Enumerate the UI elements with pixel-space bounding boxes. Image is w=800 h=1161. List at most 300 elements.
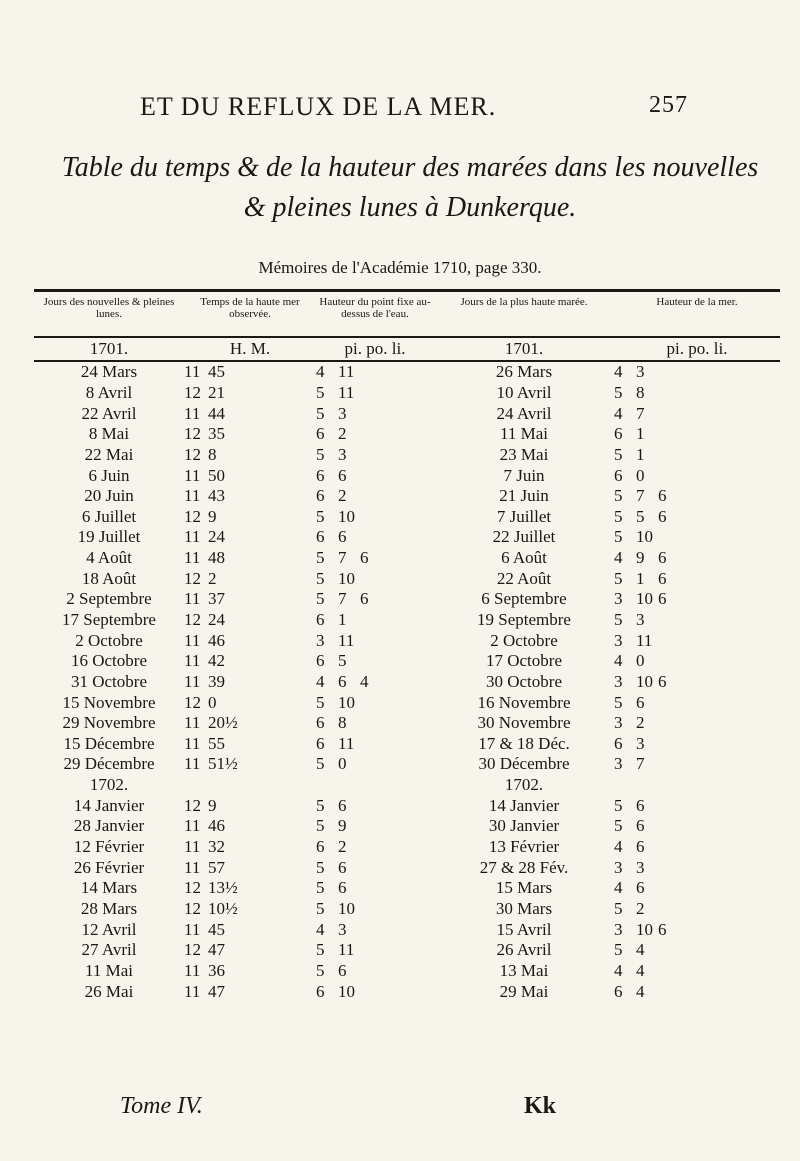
table-row: [34, 734, 780, 755]
lune-date-cell: 15 Décembre: [63, 733, 155, 753]
col-header-point-fixe: Hauteur du point fixe au-dessus de l'eau.: [319, 296, 431, 320]
minutes-value: 36: [208, 960, 225, 980]
hours-value: 11: [184, 960, 201, 980]
col-header-temps: Temps de la haute mer observée.: [200, 296, 300, 320]
lignes-value: 6: [658, 671, 667, 691]
minutes-value: 47: [208, 981, 225, 1001]
table-row: [34, 589, 780, 610]
hauteur-mer-cell: [614, 506, 780, 527]
maree-date-cell: 26 Avril: [496, 940, 552, 960]
temps-cell: [184, 919, 316, 940]
pieds-value: 5: [316, 568, 325, 588]
hauteur-mer-cell: [614, 816, 780, 837]
table-row: [34, 672, 780, 693]
signature-mark: Kk: [524, 1093, 557, 1119]
pouces-value: 1: [636, 444, 645, 464]
lune-date-cell: 19 Juillet: [77, 527, 141, 547]
pieds-value: 5: [614, 568, 623, 588]
point-fixe-cell: [316, 610, 434, 631]
pouces-value: 2: [636, 713, 645, 733]
pouces-value: 3: [636, 362, 645, 382]
table-row: [34, 383, 780, 404]
pieds-value: 3: [614, 589, 623, 609]
pouces-value: 8: [338, 713, 347, 733]
table-row: [34, 527, 780, 548]
column-subheaders: [34, 337, 780, 361]
tome-label: Tome IV.: [120, 1093, 203, 1119]
minutes-value: 44: [208, 403, 225, 423]
maree-date-cell: 29 Mai: [499, 981, 549, 1001]
lignes-value: 6: [658, 548, 667, 568]
pieds-value: 5: [614, 898, 623, 918]
minutes-value: 46: [208, 816, 225, 836]
pouces-value: 6: [338, 527, 347, 547]
pouces-value: 6: [338, 960, 347, 980]
tide-table: [34, 296, 780, 1002]
temps-cell: [184, 734, 316, 755]
temps-cell: [184, 961, 316, 982]
hauteur-mer-cell: [614, 981, 780, 1002]
pouces-value: 4: [636, 940, 645, 960]
pieds-value: 5: [316, 795, 325, 815]
hauteur-mer-cell: [614, 403, 780, 424]
point-fixe-cell: [316, 940, 434, 961]
pieds-value: 5: [316, 878, 325, 898]
hours-value: 11: [184, 713, 201, 733]
pieds-value: 3: [614, 671, 623, 691]
table-row: [34, 548, 780, 569]
hauteur-mer-cell: [614, 919, 780, 940]
pieds-value: 4: [614, 878, 623, 898]
lune-date-cell: 12 Février: [73, 837, 145, 857]
hauteur-mer-cell: [614, 589, 780, 610]
hours-value: 12: [184, 424, 201, 444]
minutes-value: 55: [208, 733, 225, 753]
hours-value: 11: [184, 651, 201, 671]
maree-date-cell: 7 Juin: [503, 465, 545, 485]
hours-value: 11: [184, 630, 201, 650]
subheader-units: pi. po. li.: [316, 337, 434, 361]
table-row: [34, 692, 780, 713]
pouces-value: 5: [338, 651, 347, 671]
temps-cell: [184, 630, 316, 651]
lune-date-cell: 22 Avril: [81, 403, 137, 423]
col-header-maree: Jours de la plus haute marée.: [460, 296, 588, 308]
pieds-value: 5: [316, 857, 325, 877]
pieds-value: 5: [614, 692, 623, 712]
maree-date-cell: 30 Décembre: [478, 754, 570, 774]
pieds-value: 5: [316, 692, 325, 712]
pouces-value: 5: [636, 506, 645, 526]
pouces-value: 6: [338, 671, 347, 691]
pieds-value: 5: [614, 610, 623, 629]
maree-date-cell: 6 Septembre: [481, 589, 567, 609]
temps-cell: [184, 548, 316, 569]
minutes-value: 2: [208, 568, 217, 588]
point-fixe-cell: [316, 548, 434, 569]
table-row: [34, 837, 780, 858]
maree-date-cell: 7 Juillet: [496, 506, 552, 526]
table-row: [34, 445, 780, 466]
hauteur-mer-cell: [614, 713, 780, 734]
hauteur-mer-cell: [614, 465, 780, 486]
pouces-value: 11: [338, 630, 355, 650]
minutes-value: 20½: [208, 713, 238, 733]
hauteur-mer-cell: [614, 651, 780, 672]
temps-cell: [184, 672, 316, 693]
minutes-value: 8: [208, 444, 217, 464]
hours-value: 11: [184, 403, 201, 423]
point-fixe-cell: [316, 754, 434, 775]
hauteur-mer-cell: [614, 878, 780, 899]
hours-value: 11: [184, 981, 201, 1001]
point-fixe-cell: [316, 361, 434, 383]
year-label: 1702.: [89, 775, 129, 795]
pieds-value: 4: [614, 651, 623, 671]
pouces-value: 10: [338, 981, 355, 1001]
maree-date-cell: 22 Août: [496, 568, 552, 588]
lune-date-cell: 26 Mai: [84, 981, 134, 1001]
point-fixe-cell: [316, 981, 434, 1002]
point-fixe-cell: [316, 383, 434, 404]
subheader-year: 1701.: [34, 337, 184, 361]
page-title: Table du temps & de la hauteur des marées dans les nouvelles & pleines lunes à Dunkerque.: [61, 152, 759, 223]
hours-value: 12: [184, 568, 201, 588]
point-fixe-cell: [316, 816, 434, 837]
maree-date-cell: 15 Avril: [496, 919, 552, 939]
lune-date-cell: 6 Juillet: [81, 506, 137, 526]
lune-date-cell: 29 Novembre: [62, 713, 156, 733]
temps-cell: [184, 383, 316, 404]
point-fixe-cell: [316, 837, 434, 858]
pouces-value: 7: [636, 403, 645, 423]
pieds-value: 6: [316, 733, 325, 753]
pieds-value: 4: [614, 548, 623, 568]
running-head: [140, 92, 688, 122]
lune-date-cell: 28 Mars: [80, 898, 138, 918]
maree-date-cell: 30 Janvier: [488, 816, 560, 836]
pouces-value: 6: [636, 837, 645, 857]
hours-value: 12: [184, 898, 201, 918]
lune-date-cell: 26 Février: [73, 857, 145, 877]
temps-cell: [184, 527, 316, 548]
pieds-value: 6: [316, 424, 325, 444]
temps-cell: [184, 568, 316, 589]
pouces-value: 6: [338, 465, 347, 485]
table-row: [34, 361, 780, 383]
pieds-value: 6: [316, 651, 325, 671]
maree-date-cell: 21 Juin: [499, 486, 549, 506]
lune-date-cell: 28 Janvier: [73, 816, 145, 836]
maree-date-cell: 30 Octobre: [485, 671, 562, 691]
empty-cell: [316, 775, 434, 796]
lune-date-cell: 15 Novembre: [62, 692, 156, 712]
empty-cell: [184, 775, 316, 796]
pouces-value: 0: [636, 651, 645, 671]
pieds-value: 6: [316, 837, 325, 857]
pieds-value: 6: [316, 610, 325, 629]
point-fixe-cell: [316, 445, 434, 466]
point-fixe-cell: [316, 568, 434, 589]
temps-cell: [184, 981, 316, 1002]
pouces-value: 11: [338, 940, 355, 960]
maree-date-cell: 24 Avril: [496, 403, 552, 423]
pieds-value: 4: [316, 362, 325, 382]
table-row: [34, 403, 780, 424]
temps-cell: [184, 795, 316, 816]
table-row: [34, 961, 780, 982]
hours-value: 12: [184, 444, 201, 464]
pieds-value: 3: [316, 630, 325, 650]
temps-cell: [184, 754, 316, 775]
lune-date-cell: 29 Décembre: [63, 754, 155, 774]
point-fixe-cell: [316, 486, 434, 507]
pieds-value: 6: [614, 465, 623, 485]
table-body: [34, 361, 780, 1002]
empty-cell: [614, 775, 780, 796]
lignes-value: 6: [658, 568, 667, 588]
table-row: [34, 754, 780, 775]
hours-value: 12: [184, 692, 201, 712]
temps-cell: [184, 506, 316, 527]
pouces-value: 10: [338, 506, 355, 526]
lune-date-cell: 8 Avril: [85, 382, 133, 402]
lignes-value: 6: [658, 919, 667, 939]
pouces-value: 10: [338, 898, 355, 918]
pouces-value: 6: [338, 795, 347, 815]
pouces-value: 10: [338, 568, 355, 588]
table-row: [34, 424, 780, 445]
running-title: ET DU REFLUX DE LA MER.: [140, 92, 497, 121]
hauteur-mer-cell: [614, 527, 780, 548]
pouces-value: 7: [338, 548, 347, 568]
maree-date-cell: 6 Août: [501, 548, 547, 568]
point-fixe-cell: [316, 857, 434, 878]
table-row: [34, 899, 780, 920]
year-row: [34, 775, 780, 796]
temps-cell: [184, 361, 316, 383]
pieds-value: 6: [614, 981, 623, 1001]
pouces-value: 6: [636, 878, 645, 898]
column-headers: [34, 296, 780, 337]
pouces-value: 8: [636, 382, 645, 402]
minutes-value: 35: [208, 424, 225, 444]
temps-cell: [184, 445, 316, 466]
pouces-value: 6: [636, 692, 645, 712]
pouces-value: 11: [636, 630, 653, 650]
minutes-value: 42: [208, 651, 225, 671]
maree-date-cell: 17 & 18 Déc.: [478, 733, 570, 753]
lune-date-cell: 8 Mai: [88, 424, 130, 444]
lune-date-cell: 12 Avril: [81, 919, 137, 939]
minutes-value: 24: [208, 610, 225, 629]
lignes-value: 6: [360, 548, 369, 568]
hours-value: 11: [184, 857, 201, 877]
temps-cell: [184, 940, 316, 961]
lune-date-cell: 27 Avril: [81, 940, 137, 960]
col-header-hauteur-mer: Hauteur de la mer.: [656, 296, 738, 308]
point-fixe-cell: [316, 878, 434, 899]
lignes-value: 4: [360, 671, 369, 691]
pieds-value: 5: [316, 754, 325, 774]
maree-date-cell: 23 Mai: [499, 444, 549, 464]
hours-value: 12: [184, 795, 201, 815]
pouces-value: 3: [338, 919, 347, 939]
lune-date-cell: 18 Août: [81, 568, 137, 588]
page-number: 257: [649, 92, 688, 118]
hauteur-mer-cell: [614, 548, 780, 569]
pieds-value: 5: [614, 795, 623, 815]
hauteur-mer-cell: [614, 424, 780, 445]
pouces-value: 7: [636, 486, 645, 506]
lune-date-cell: 22 Mai: [84, 444, 134, 464]
pieds-value: 4: [614, 403, 623, 423]
table-row: [34, 878, 780, 899]
point-fixe-cell: [316, 899, 434, 920]
temps-cell: [184, 403, 316, 424]
maree-date-cell: 15 Mars: [495, 878, 553, 898]
pouces-value: 10: [636, 589, 653, 609]
hours-value: 11: [184, 589, 201, 609]
hours-value: 11: [184, 816, 201, 836]
hours-value: 12: [184, 878, 201, 898]
temps-cell: [184, 465, 316, 486]
pieds-value: 6: [316, 713, 325, 733]
hours-value: 11: [184, 837, 201, 857]
point-fixe-cell: [316, 465, 434, 486]
minutes-value: 37: [208, 589, 225, 609]
point-fixe-cell: [316, 713, 434, 734]
minutes-value: 43: [208, 486, 225, 506]
table-row: [34, 857, 780, 878]
hours-value: 11: [184, 527, 201, 547]
table-row: [34, 919, 780, 940]
pieds-value: 6: [316, 527, 325, 547]
minutes-value: 39: [208, 671, 225, 691]
lune-date-cell: 2 Octobre: [75, 630, 143, 650]
pouces-value: 9: [636, 548, 645, 568]
pouces-value: 10: [636, 919, 653, 939]
table-row: [34, 713, 780, 734]
hours-value: 12: [184, 610, 201, 629]
lune-date-cell: 17 Septembre: [62, 610, 156, 629]
minutes-value: 45: [208, 362, 225, 382]
pieds-value: 5: [316, 816, 325, 836]
minutes-value: 21: [208, 382, 225, 402]
pieds-value: 5: [316, 506, 325, 526]
lignes-value: 6: [658, 486, 667, 506]
hours-value: 11: [184, 919, 201, 939]
pouces-value: 3: [338, 444, 347, 464]
maree-date-cell: 17 Octobre: [485, 651, 562, 671]
temps-cell: [184, 424, 316, 445]
hours-value: 11: [184, 465, 201, 485]
pieds-value: 5: [316, 444, 325, 464]
pouces-value: 3: [636, 733, 645, 753]
minutes-value: 46: [208, 630, 225, 650]
point-fixe-cell: [316, 961, 434, 982]
subheader-units-2: pi. po. li.: [614, 337, 780, 361]
pouces-value: 11: [338, 382, 355, 402]
minutes-value: 57: [208, 857, 225, 877]
pouces-value: 10: [338, 692, 355, 712]
pouces-value: 1: [636, 424, 645, 444]
hauteur-mer-cell: [614, 899, 780, 920]
subheader-hm: H. M.: [184, 337, 316, 361]
temps-cell: [184, 692, 316, 713]
minutes-value: 51½: [208, 754, 238, 774]
point-fixe-cell: [316, 734, 434, 755]
hours-value: 12: [184, 940, 201, 960]
pouces-value: 7: [338, 589, 347, 609]
point-fixe-cell: [316, 630, 434, 651]
pieds-value: 5: [614, 940, 623, 960]
pieds-value: 6: [614, 424, 623, 444]
pouces-value: 3: [636, 610, 645, 629]
table-row: [34, 630, 780, 651]
maree-date-cell: 26 Mars: [495, 362, 553, 382]
maree-date-cell: 22 Juillet: [492, 527, 556, 547]
point-fixe-cell: [316, 527, 434, 548]
pieds-value: 5: [614, 527, 623, 547]
pouces-value: 1: [338, 610, 347, 629]
pieds-value: 5: [614, 486, 623, 506]
subheader-year-2: 1701.: [434, 337, 614, 361]
maree-date-cell: 14 Janvier: [488, 795, 560, 815]
hauteur-mer-cell: [614, 610, 780, 631]
hauteur-mer-cell: [614, 486, 780, 507]
pieds-value: 3: [614, 857, 623, 877]
minutes-value: 45: [208, 919, 225, 939]
maree-date-cell: 2 Octobre: [490, 630, 558, 650]
table-row: [34, 465, 780, 486]
source-citation: Mémoires de l'Académie 1710, page 330.: [258, 258, 542, 277]
table-row: [34, 981, 780, 1002]
hours-value: 11: [184, 486, 201, 506]
table-row: [34, 816, 780, 837]
lune-date-cell: 4 Août: [86, 548, 132, 568]
pouces-value: 9: [338, 816, 347, 836]
hauteur-mer-cell: [614, 445, 780, 466]
table-row: [34, 940, 780, 961]
pieds-value: 5: [316, 382, 325, 402]
minutes-value: 50: [208, 465, 225, 485]
col-header-lunes: Jours des nouvelles & pleines lunes.: [43, 296, 175, 320]
lignes-value: 6: [658, 506, 667, 526]
hauteur-mer-cell: [614, 672, 780, 693]
maree-date-cell: 13 Mai: [499, 960, 549, 980]
hours-value: 12: [184, 382, 201, 402]
lune-date-cell: 31 Octobre: [70, 671, 147, 691]
point-fixe-cell: [316, 403, 434, 424]
pouces-value: 2: [636, 898, 645, 918]
pieds-value: 5: [316, 403, 325, 423]
pieds-value: 5: [614, 382, 623, 402]
year-label: 1702.: [504, 775, 544, 795]
pouces-value: 4: [636, 981, 645, 1001]
temps-cell: [184, 857, 316, 878]
lune-date-cell: 20 Juin: [84, 486, 134, 506]
pieds-value: 3: [614, 713, 623, 733]
point-fixe-cell: [316, 919, 434, 940]
temps-cell: [184, 610, 316, 631]
hauteur-mer-cell: [614, 857, 780, 878]
minutes-value: 47: [208, 940, 225, 960]
pouces-value: 6: [338, 878, 347, 898]
pouces-value: 3: [636, 857, 645, 877]
pouces-value: 6: [636, 816, 645, 836]
pieds-value: 5: [614, 816, 623, 836]
